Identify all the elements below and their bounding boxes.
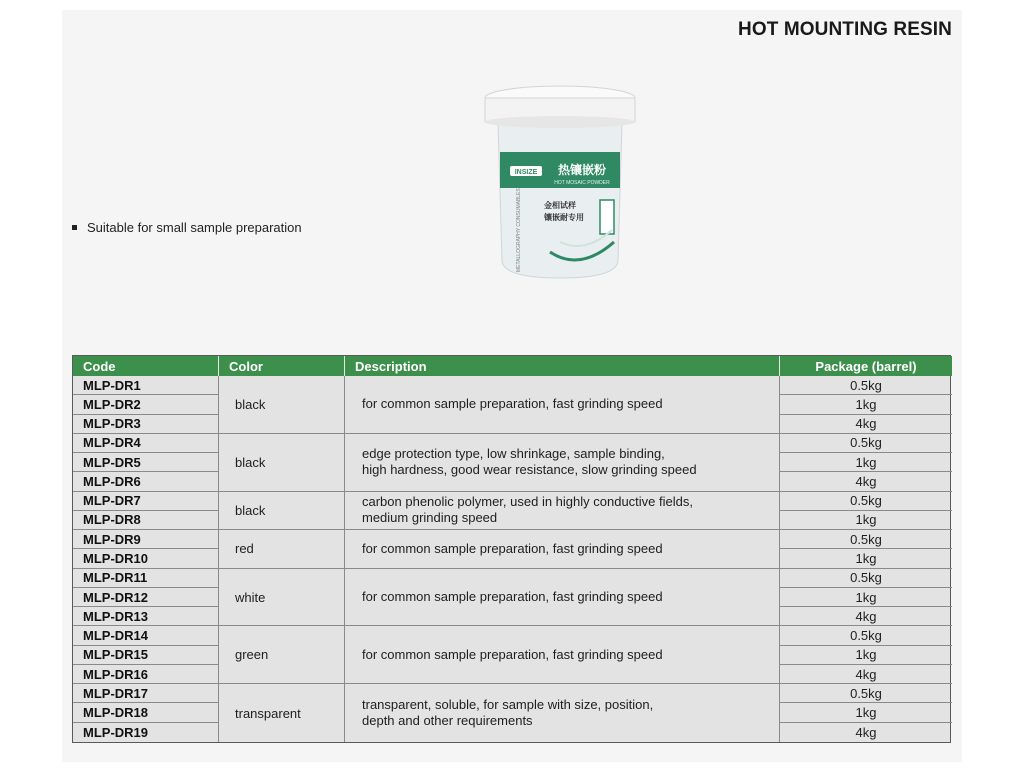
code-cell: MLP-DR5 (73, 453, 219, 472)
description-line: medium grinding speed (362, 510, 498, 526)
description-line: for common sample preparation, fast grinding speed (362, 589, 663, 605)
code-cell: MLP-DR19 (73, 723, 219, 742)
color-cell: red (219, 530, 345, 569)
code-cell: MLP-DR12 (73, 588, 219, 607)
brand-text: INSIZE (514, 169, 538, 176)
header-code: Code (73, 356, 219, 376)
side-text: METALLOGRAPHY CONSUMABLES (516, 188, 522, 272)
code-cell: MLP-DR16 (73, 665, 219, 684)
code-cell: MLP-DR9 (73, 530, 219, 549)
package-cell: 1kg (780, 511, 952, 530)
package-cell: 1kg (780, 588, 952, 607)
description-cell (345, 626, 780, 684)
code-cell: MLP-DR6 (73, 472, 219, 491)
description-cell (345, 684, 780, 742)
product-spec-table (72, 355, 951, 743)
description-cell (345, 569, 780, 627)
label-cn-text: 热镶嵌粉 (557, 163, 607, 177)
package-cell: 1kg (780, 549, 952, 568)
package-cell: 4kg (780, 415, 952, 434)
color-cell: green (219, 626, 345, 684)
description-line: transparent, soluble, for sample with size, position, (362, 697, 654, 713)
package-cell: 0.5kg (780, 684, 952, 703)
feature-bullet-item (72, 220, 302, 235)
description-line: edge protection type, low shrinkage, sample binding, (362, 446, 665, 462)
color-cell: black (219, 434, 345, 492)
sub-label-1: 金相试样 (544, 201, 576, 210)
package-cell: 0.5kg (780, 626, 952, 645)
description-line: for common sample preparation, fast grinding speed (362, 396, 663, 412)
color-cell: white (219, 569, 345, 627)
package-cell: 1kg (780, 453, 952, 472)
label-en-text: HOT MOSAIC POWDER (554, 180, 610, 186)
description-line: for common sample preparation, fast grinding speed (362, 646, 663, 662)
code-cell: MLP-DR18 (73, 703, 219, 722)
package-cell: 4kg (780, 665, 952, 684)
color-cell: transparent (219, 684, 345, 742)
package-cell: 0.5kg (780, 492, 952, 511)
description-cell (345, 530, 780, 569)
code-cell: MLP-DR10 (73, 549, 219, 568)
package-cell: 0.5kg (780, 376, 952, 395)
code-cell: MLP-DR17 (73, 684, 219, 703)
description-cell (345, 434, 780, 492)
code-cell: MLP-DR3 (73, 415, 219, 434)
code-cell: MLP-DR13 (73, 607, 219, 626)
package-cell: 1kg (780, 703, 952, 722)
description-line: high hardness, good wear resistance, slow grinding speed (362, 462, 697, 478)
code-cell: MLP-DR11 (73, 569, 219, 588)
sub-label-2: 镶嵌耐专用 (544, 213, 584, 222)
roll-graphic (600, 200, 614, 234)
color-cell: black (219, 492, 345, 531)
package-cell: 0.5kg (780, 434, 952, 453)
page-title: HOT MOUNTING RESIN (738, 19, 952, 40)
code-cell: MLP-DR4 (73, 434, 219, 453)
package-cell: 4kg (780, 472, 952, 491)
package-cell: 1kg (780, 646, 952, 665)
header-description: Description (345, 356, 780, 376)
description-cell (345, 376, 780, 434)
code-cell: MLP-DR15 (73, 646, 219, 665)
product-jar-image (480, 82, 640, 282)
header-color: Color (219, 356, 345, 376)
description-line: for common sample preparation, fast grinding speed (362, 540, 663, 556)
package-cell: 0.5kg (780, 569, 952, 588)
code-cell: MLP-DR7 (73, 492, 219, 511)
jar-lid-bottom (485, 116, 635, 128)
color-cell: black (219, 376, 345, 434)
package-cell: 1kg (780, 395, 952, 414)
bullet-icon (72, 225, 77, 230)
package-cell: 4kg (780, 607, 952, 626)
description-line: depth and other requirements (362, 713, 533, 729)
code-cell: MLP-DR14 (73, 626, 219, 645)
code-cell: MLP-DR8 (73, 511, 219, 530)
header-package: Package (barrel) (780, 356, 952, 376)
description-cell (345, 492, 780, 531)
code-cell: MLP-DR1 (73, 376, 219, 395)
package-cell: 0.5kg (780, 530, 952, 549)
package-cell: 4kg (855, 724, 877, 740)
feature-text: Suitable for small sample preparation (87, 220, 302, 235)
code-cell: MLP-DR2 (73, 395, 219, 414)
description-line: carbon phenolic polymer, used in highly conductive fields, (362, 494, 693, 510)
